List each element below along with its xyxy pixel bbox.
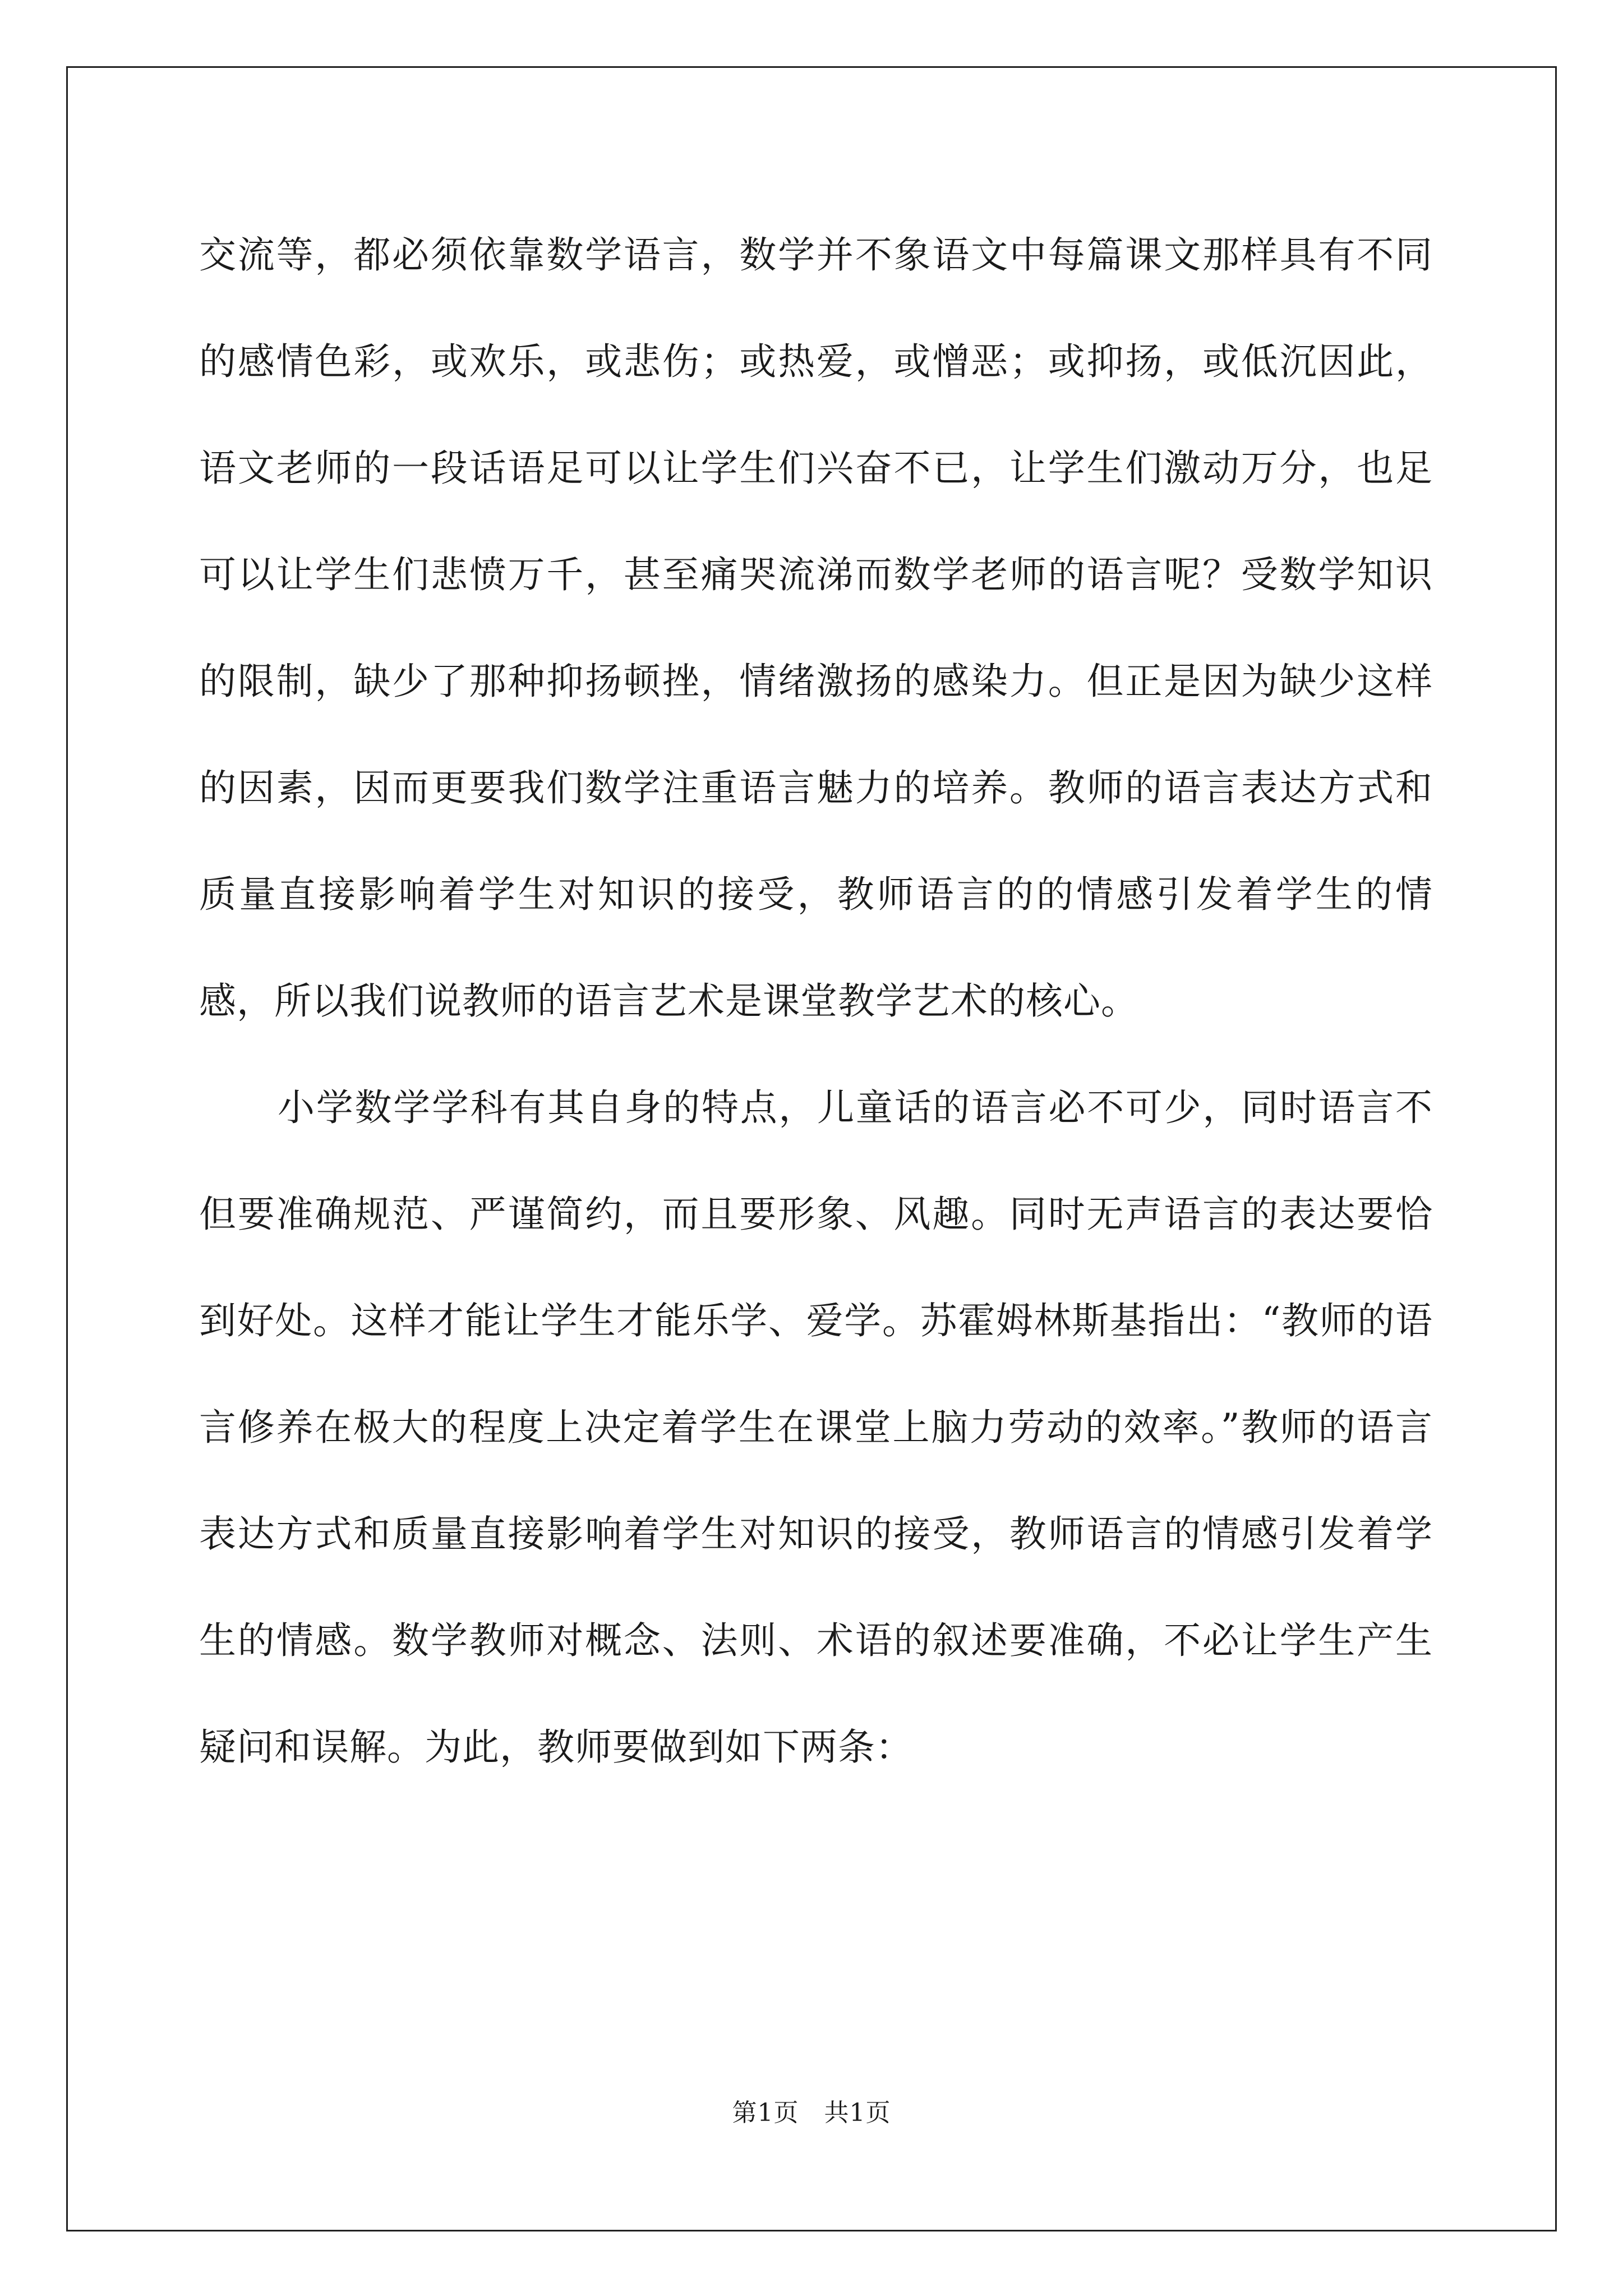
page-footer: 第1页 共1页 <box>732 2099 891 2127</box>
document-body <box>199 202 1433 1801</box>
paragraph-1: 交流等，都必须依靠数学语言，数学并不象语文中每篇课文那样具有不同的感情色彩，或欢乐，或悲伤；或热爱，或憎恶；或抑扬，或低沉因此，语文老师的一段话语足可以让学生们兴奋不已，让学生们激动万分，也足可以让学生们悲愤万千，甚至痛哭流涕而数学老师的语言呢？受数学知识的限制，缺少了那种抑扬顿挫，情绪激扬的感染力。但正是因为缺少这样的因素，因而更要我们数学注重语言魅力的培养。教师的语言表达方式和质量直接影响着学生对知识的接受，教师语言的的情感引发着学生的情感，所以我们说教师的语言艺术是课堂教学艺术的核心。 <box>199 233 1433 1023</box>
paragraph-2: 小学数学学科有其自身的特点，儿童话的语言必不可少，同时语言不但要准确规范、严谨简约，而且要形象、风趣。同时无声语言的表达要恰到好处。这样才能让学生才能乐学、爱学。苏霍姆林斯基指出：“教师的语言修养在极大的程度上决定着学生在课堂上脑力劳动的效率。”教师的语言表达方式和质量直接影响着学生对知识的接受，教师语言的情感引发着学生的情感。数学教师对概念、法则、术语的叙述要准确，不必让学生产生疑问和误解。为此，教师要做到如下两条： <box>199 1086 1433 1769</box>
